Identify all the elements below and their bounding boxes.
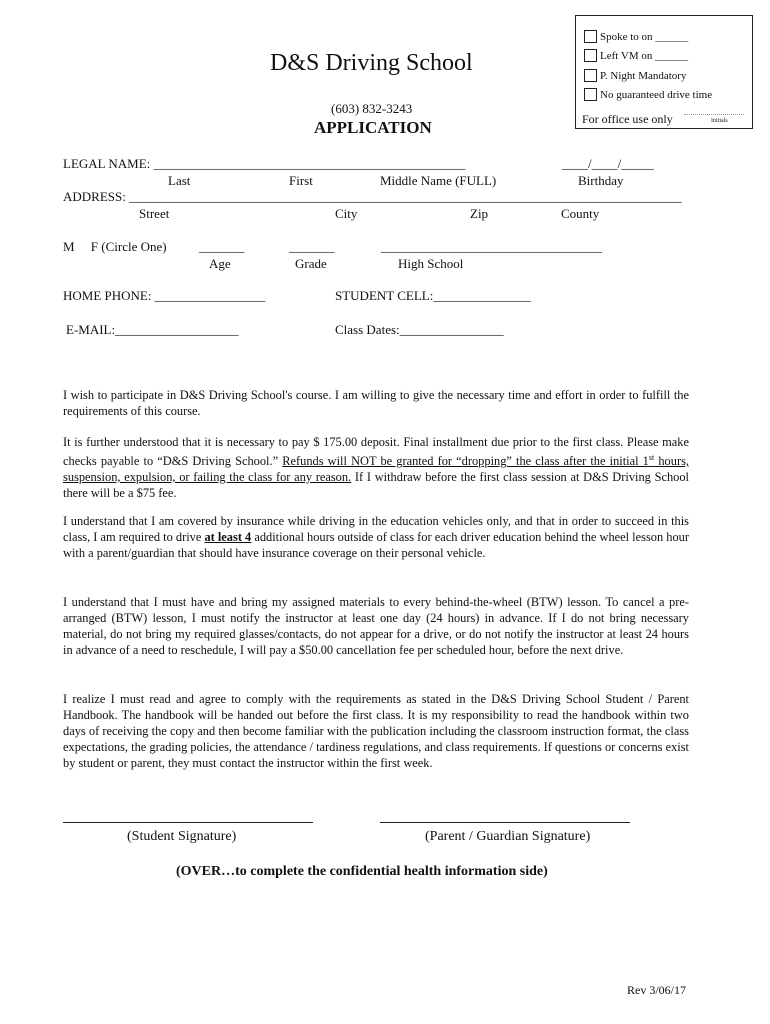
office-item-label: P. Night Mandatory <box>600 69 687 82</box>
parent-signature-line[interactable] <box>380 822 630 823</box>
checkbox[interactable] <box>584 30 597 43</box>
gender-field[interactable]: M F (Circle One) <box>63 239 167 254</box>
office-use-box <box>575 15 753 129</box>
office-item-label: Left VM on ______ <box>600 49 689 62</box>
at-least-4-emphasis: at least 4 <box>204 530 252 544</box>
office-item-spoke[interactable] <box>584 30 688 43</box>
checkbox[interactable] <box>584 88 597 101</box>
high-school-field[interactable]: __________________________________ <box>381 239 602 254</box>
zip-label: Zip <box>470 206 489 221</box>
office-item-label: Spoke to on ______ <box>600 30 689 43</box>
application-title: APPLICATION <box>314 118 432 137</box>
last-label: Last <box>168 173 191 188</box>
revision-date: Rev 3/06/17 <box>627 983 686 997</box>
grade-field[interactable]: _______ <box>289 239 335 254</box>
withdraw-fee-text: If I withdraw before the first class session at D&S Driving School there will be a $75 fee. <box>63 470 689 501</box>
legal-name-field[interactable]: LEGAL NAME: ________________________________________________ <box>63 156 466 171</box>
county-label: County <box>561 206 600 221</box>
class-dates-field[interactable]: Class Dates:________________ <box>335 322 504 337</box>
student-signature-label: (Student Signature) <box>127 829 237 844</box>
paragraph-participation: I wish to participate in D&S Driving School's course. I am willing to give the necessary time and effort in order to fulfill the requirements of this course. <box>63 388 689 418</box>
office-item-left-vm[interactable] <box>584 49 688 62</box>
ordinal-suffix: st <box>648 453 655 462</box>
address-field[interactable]: ADDRESS: _____________________________________________________________________________________ <box>63 189 682 204</box>
paragraph-materials: I understand that I must have and bring my assigned materials to every behind-the-wheel (BTW) lesson. To cancel a pre-arranged (BTW) lesson, I must notify the instructor at least one day (24 hours) in advance. If I do not bring necessary material, do not bring my required glasses/contacts, do not appear for a drive, or do not notify the instructor at least 24 hours in advance of a need to reschedule, I will pay a $50.00 cancellation fee per scheduled hour, before the next drive. <box>63 595 689 657</box>
refund-text: Refunds will NOT be granted for “dropping” the class after the initial 1 <box>282 454 649 469</box>
student-cell-field[interactable]: STUDENT CELL:_______________ <box>335 288 531 303</box>
office-use-label: For office use only <box>582 112 673 126</box>
checkbox[interactable] <box>584 49 597 62</box>
office-item-no-guarantee[interactable] <box>584 88 712 101</box>
initials-label: Initials <box>711 118 728 124</box>
insurance-text: I understand that I am covered by insurance while driving in the education vehicles only, and that in order to succeed in this class, I am required to drive <box>63 514 689 544</box>
grade-label: Grade <box>295 256 327 271</box>
age-field[interactable]: _______ <box>199 239 245 254</box>
initials-line[interactable] <box>684 114 744 115</box>
school-name: D&S Driving School <box>270 50 473 76</box>
parent-signature-label: (Parent / Guardian Signature) <box>425 829 591 844</box>
paragraph-payment <box>63 434 689 501</box>
high-school-label: High School <box>398 256 464 271</box>
birthday-label: Birthday <box>578 173 624 188</box>
age-label: Age <box>209 256 231 271</box>
city-label: City <box>335 206 358 221</box>
email-field[interactable]: E-MAIL:___________________ <box>66 322 239 337</box>
street-label: Street <box>139 206 170 221</box>
checkbox[interactable] <box>584 69 597 82</box>
refund-text-end: hours, suspension, expulsion, or failing the class for any reason. <box>63 454 689 485</box>
office-item-p-night[interactable] <box>584 69 686 82</box>
school-phone: (603) 832-3243 <box>331 101 413 116</box>
paragraph-handbook: I realize I must read and agree to comply with the requirements as stated in the D&S Driving School Student / Parent Handbook. The handbook will be handed out before the first class. It is my responsibility to read the handbook within two days of receiving the copy and then become familiar with the publication including the classroom instruction format, the class expectations, the grading policies, the attendance / tardiness regulations, and class requirements. If questions or concerns exist by student or parent, they must contact the instructor within the first week. <box>63 692 689 770</box>
student-signature-line[interactable] <box>63 822 313 823</box>
first-label: First <box>289 173 313 188</box>
paragraph-insurance <box>63 513 689 561</box>
home-phone-field[interactable]: HOME PHONE: _________________ <box>63 288 266 303</box>
middle-label: Middle Name (FULL) <box>380 173 497 188</box>
birthday-field[interactable]: ____/____/_____ <box>562 156 654 171</box>
insurance-text-end: additional hours outside of class for each driver education behind the wheel lesson hour with a parent/guardian that should have insurance coverage on their personal vehicle. <box>63 530 689 560</box>
office-item-label: No guaranteed drive time <box>600 88 713 101</box>
over-note: (OVER…to complete the confidential health information side) <box>176 864 548 879</box>
payment-text: It is further understood that it is necessary to pay $ 175.00 deposit. Final installment due prior to the first class. Please make checks payable to “D&S Driving School.” <box>63 435 689 469</box>
